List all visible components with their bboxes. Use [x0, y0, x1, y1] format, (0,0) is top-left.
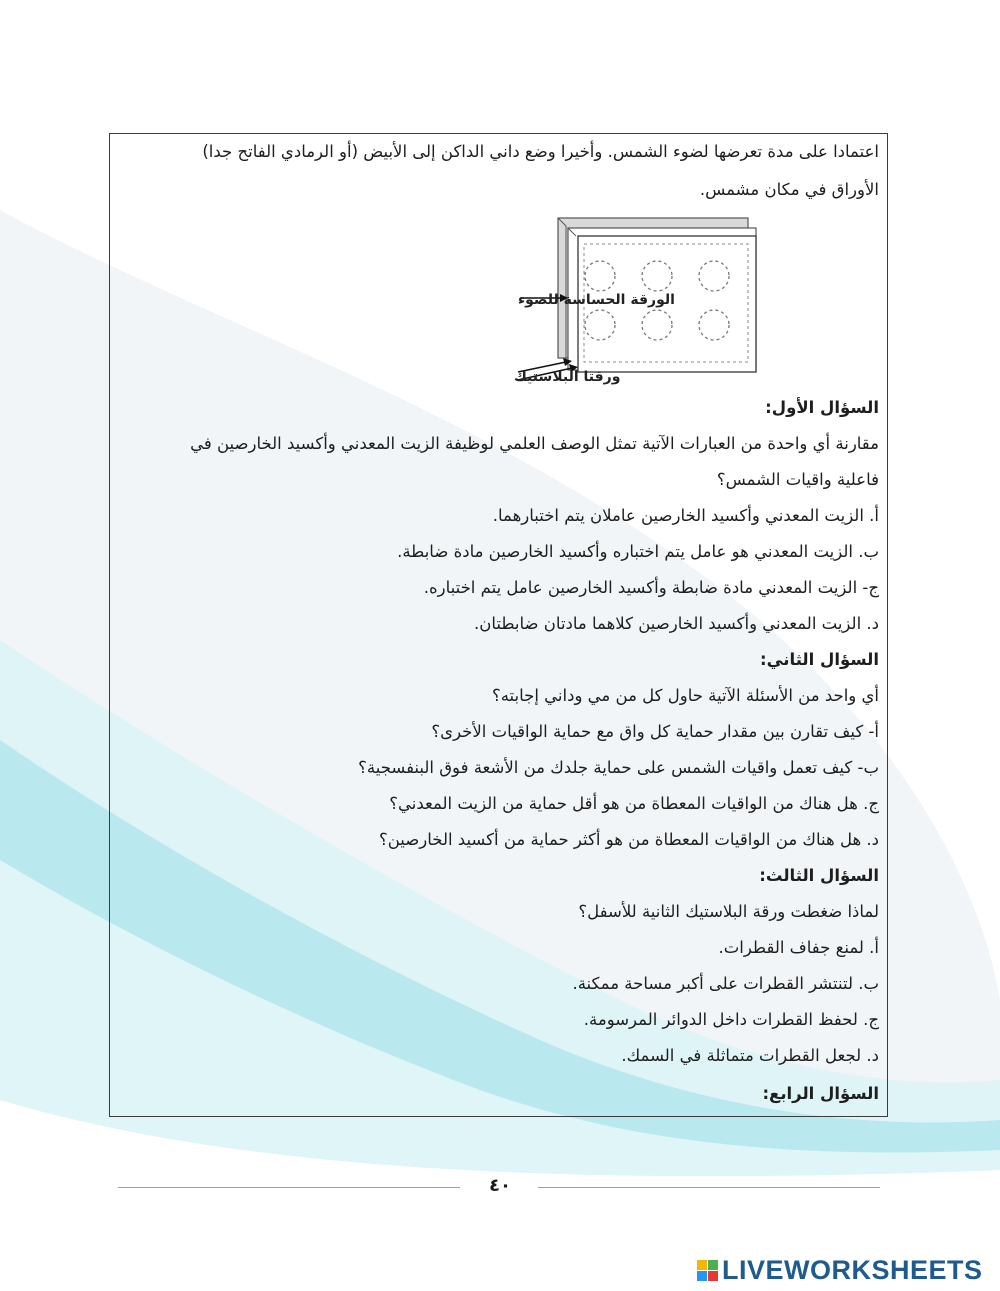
question-2-option-b: ب- كيف تعمل واقيات الشمس على حماية جلدك من الأشعة فوق البنفسجية؟ [358, 758, 879, 777]
logo-blocks-icon [697, 1260, 718, 1281]
question-2-option-c: ج. هل هناك من الواقيات المعطاة من هو أقل حماية من الزيت المعدني؟ [389, 794, 879, 813]
question-1-option-d: د. الزيت المعدني وأكسيد الخارصين كلاهما مادتان ضابطتان. [474, 614, 879, 633]
question-3-line: لماذا ضغطت ورقة البلاستيك الثانية للأسفل؟ [578, 902, 879, 921]
question-2-option-d: د. هل هناك من الواقيات المعطاة من هو أكثر حماية من أكسيد الخارصين؟ [378, 830, 879, 849]
question-2-line: أي واحد من الأسئلة الآتية حاول كل من مي وداني إجابته؟ [491, 686, 879, 705]
question-3-option-c: ج. لحفظ القطرات داخل الدوائر المرسومة. [583, 1010, 879, 1029]
question-1-line: مقارنة أي واحدة من العبارات الآتية تمثل الوصف العلمي لوظيفة الزيت المعدني وأكسيد الخارصين في [190, 434, 879, 453]
liveworksheets-logo [697, 1255, 983, 1285]
label-light-sensitive-paper: الورقة الحساسة للضوء [518, 292, 675, 308]
question-1-option-a: أ. الزيت المعدني وأكسيد الخارصين عاملان يتم اختبارهما. [492, 506, 879, 525]
question-1-title: السؤال الأول: [765, 398, 879, 417]
brand-name: LIVEWORKSHEETS [722, 1254, 983, 1285]
question-3-option-d: د. لجعل القطرات متماثلة في السمك. [621, 1046, 879, 1065]
question-1-option-c: ج- الزيت المعدني مادة ضابطة وأكسيد الخارصين عامل يتم اختباره. [423, 578, 879, 597]
page-number: ٤٠ [489, 1175, 511, 1196]
label-plastic-sheets: ورقتا البلاستيك [514, 369, 621, 385]
footer-divider-left [118, 1187, 460, 1188]
intro-line-1: اعتمادا على مدة تعرضها لضوء الشمس. وأخيرا وضع داني الداكن إلى الأبيض (أو الرمادي الفاتح جدا) [202, 142, 879, 161]
question-2-title: السؤال الثاني: [760, 650, 879, 669]
footer-divider-right [538, 1187, 880, 1188]
intro-line-2: الأوراق في مكان مشمس. [699, 180, 879, 199]
question-1-option-b: ب. الزيت المعدني هو عامل يتم اختباره وأكسيد الخارصين مادة ضابطة. [397, 542, 879, 561]
question-3-title: السؤال الثالث: [759, 866, 879, 885]
plastic-sheets-figure [360, 210, 760, 390]
question-3-option-b: ب. لتنتشر القطرات على أكبر مساحة ممكنة. [572, 974, 879, 993]
question-4-title: السؤال الرابع: [762, 1084, 879, 1103]
question-2-option-a: أ- كيف تقارن بين مقدار حماية كل واق مع حماية الواقيات الأخرى؟ [431, 722, 879, 741]
question-3-option-a: أ. لمنع جفاف القطرات. [718, 938, 879, 957]
question-1-line: فاعلية واقيات الشمس؟ [716, 470, 879, 489]
